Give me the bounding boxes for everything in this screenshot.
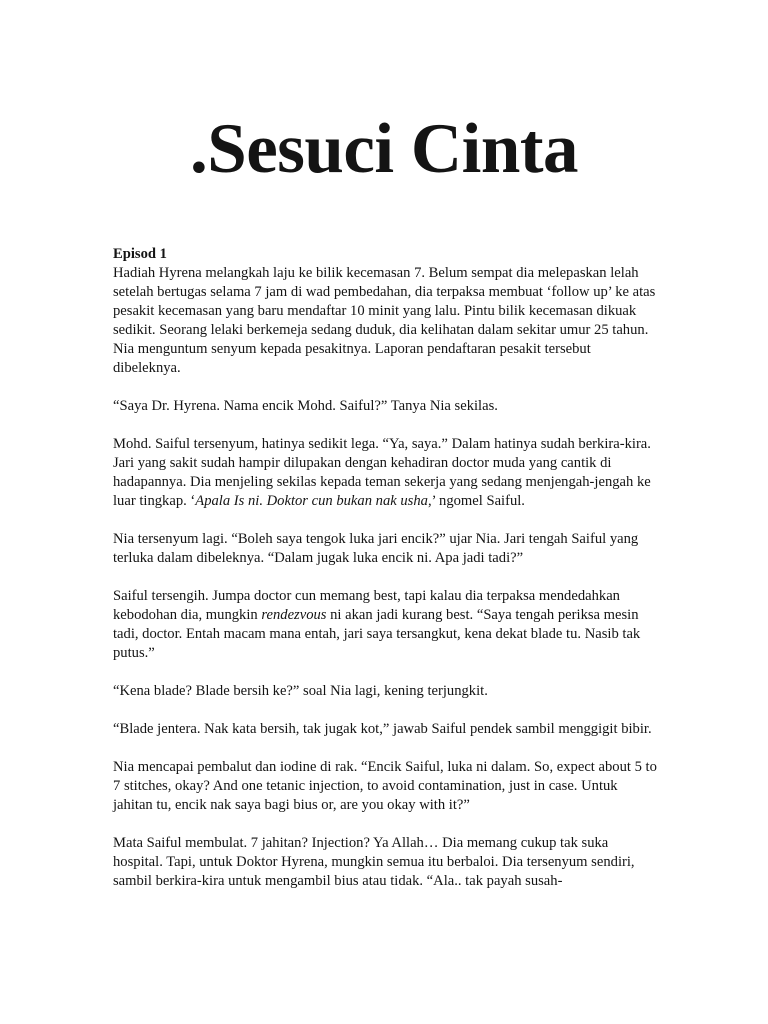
- paragraph-text: ,’ ngomel Saiful.: [427, 493, 525, 509]
- paragraph-text: “Blade jentera. Nak kata bersih, tak jugak kot,” jawab Saiful pendek sambil menggigit bibir.: [113, 721, 652, 737]
- paragraph: [113, 264, 658, 378]
- paragraph: [113, 682, 658, 701]
- paragraph-text: ni akan jadi kurang best. “Saya tengah periksa mesin tadi, doctor. Entah macam mana entah, jari saya tersangkut, kena dekat blade tu. Nasib tak putus.”: [113, 607, 641, 661]
- paragraph-text: Hadiah Hyrena melangkah laju ke bilik kecemasan 7. Belum sempat dia melepaskan lelah setelah bertugas selama 7 jam di wad pembedahan, dia terpaksa membuat ‘follow up’ ke atas pesakit kecemasan yang baru mendaftar 10 minit yang lalu. Pintu bilik kecemasan dikuak sedikit. Seorang lelaki berkemeja sedang duduk, dia kelihatan dalam sekitar umur 25 tahun. Nia menguntum senyum kepada pesakitnya. Laporan pendaftaran pesakit tersebut dibeleknya.: [113, 265, 656, 376]
- paragraph-text: Nia tersenyum lagi. “Boleh saya tengok luka jari encik?” ujar Nia. Jari tengah Saiful yang terluka dalam dibeleknya. “Dalam jugak luka encik ni. Apa jadi tadi?”: [113, 531, 639, 566]
- paragraph: [113, 587, 658, 663]
- italic-text: rendezvous: [261, 607, 327, 623]
- paragraph: [113, 435, 658, 511]
- paragraph: [113, 397, 658, 416]
- paragraph: [113, 720, 658, 739]
- paragraph: [113, 834, 658, 891]
- paragraph-text: Nia mencapai pembalut dan iodine di rak. “Encik Saiful, luka ni dalam. So, expect about 5 to 7 stitches, okay? And one tetanic injection, to avoid contamination, just in case. Untuk jahitan tu, encik nak saya bagi bius or, are you okay with it?”: [113, 759, 657, 813]
- paragraph-text: “Kena blade? Blade bersih ke?” soal Nia lagi, kening terjungkit.: [113, 683, 488, 699]
- italic-text: Apala Is ni. Doktor cun bukan nak usha: [195, 493, 428, 509]
- paragraph: [113, 530, 658, 568]
- paragraph-text: Saiful tersengih. Jumpa doctor cun memang best, tapi kalau dia terpaksa mendedahkan kebodohan dia, mungkin: [113, 588, 620, 623]
- paragraph-text: “Saya Dr. Hyrena. Nama encik Mohd. Saiful?” Tanya Nia sekilas.: [113, 398, 498, 414]
- document-body: [113, 245, 658, 910]
- paragraph-text: Mata Saiful membulat. 7 jahitan? Injection? Ya Allah… Dia memang cukup tak suka hospital. Tapi, untuk Doktor Hyrena, mungkin semua itu berbaloi. Dia tersenyum sendiri, sambil berkira-kira untuk mengambil bius atau tidak. “Ala.. tak payah susah-: [113, 835, 635, 889]
- paragraph-text: Mohd. Saiful tersenyum, hatinya sedikit lega. “Ya, saya.” Dalam hatinya sudah berkira-kira. Jari yang sakit sudah hampir dilupakan dengan kehadiran doctor muda yang cantik di hadapannya. Dia menjeling sekilas kepada teman sekerja yang sedang menjengah-jengah ke luar tingkap. ‘: [113, 436, 651, 509]
- episode-heading: Episod 1: [113, 246, 167, 262]
- document-title: .Sesuci Cinta: [190, 110, 578, 188]
- paragraph: [113, 758, 658, 815]
